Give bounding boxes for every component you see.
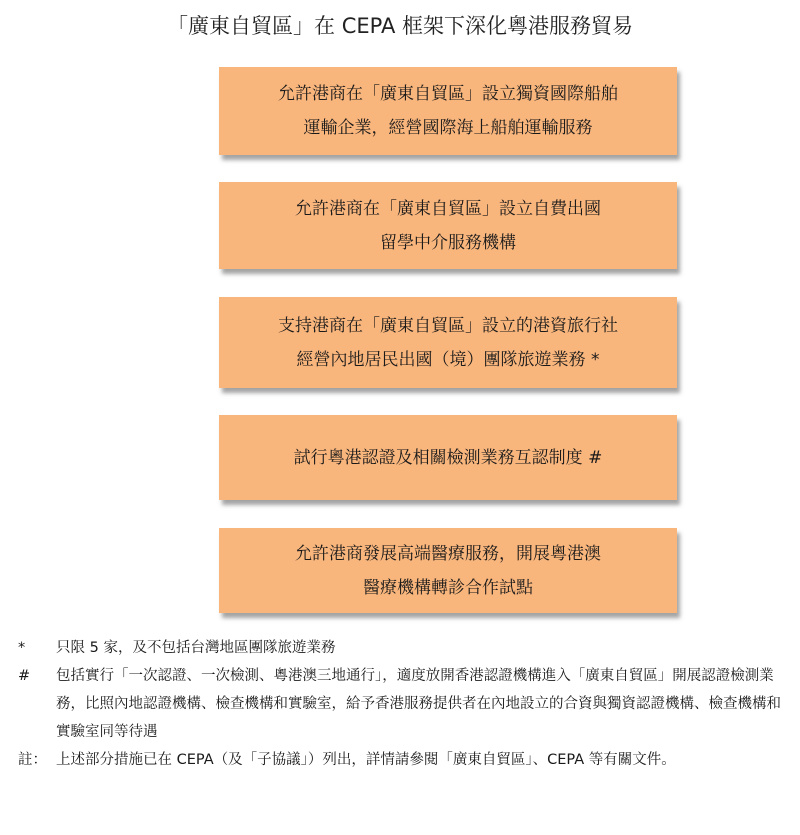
footnote-marker: # [18,668,31,684]
footnote-remark [18,746,788,774]
measure-box-line: 允許港商在「廣東自貿區」設立獨資國際船舶 [278,84,618,104]
measure-box-shipping [219,67,677,155]
measure-box-line: 試行粵港認證及相關檢測業務互認制度 # [293,447,603,468]
measure-box-study-abroad [219,182,677,269]
measure-box-medical [219,528,677,613]
footnote-hash [18,662,788,746]
measure-box-line: 運輸企業，經營國際海上船舶運輸服務 [303,118,593,138]
footnote-text: 只限 5 家，及不包括台灣地區團隊旅遊業務 [56,640,336,656]
footnote-marker: 註： [18,752,47,768]
measure-box-certification [219,415,677,500]
measure-box-line: 留學中介服務機構 [380,232,516,253]
footnote-marker: * [18,640,26,656]
footnotes [18,634,788,774]
measure-box-line: 經營內地居民出國（境）團隊旅遊業務 * [296,349,600,370]
footnote-text: 上述部分措施已在 CEPA（及「子協議」）列出，詳情請參閱「廣東自貿區」、CEPA 等有關文件。 [56,752,676,768]
footnote-asterisk [18,634,788,662]
measure-box-travel-agency [219,297,677,388]
measure-box-line: 醫療機構轉診合作試點 [363,577,533,598]
measure-box-line: 允許港商發展高端醫療服務，開展粵港澳 [295,543,601,564]
measure-box-line: 支持港商在「廣東自貿區」設立的港資旅行社 [278,315,618,336]
footnote-text: 包括實行「一次認證、一次檢測、粵港澳三地通行」，適度放開香港認證機構進入「廣東自貿區」開展認證檢測業務，比照內地認證機構、檢查機構和實驗室，給予香港服務提供者在內地設立的合資與獨資認證機構、檢查機構和實驗室同等待遇 [56,668,781,740]
measure-box-line: 允許港商在「廣東自貿區」設立自費出國 [295,198,601,219]
diagram-title: 「廣東自貿區」在 CEPA 框架下深化粵港服務貿易 [167,14,633,38]
